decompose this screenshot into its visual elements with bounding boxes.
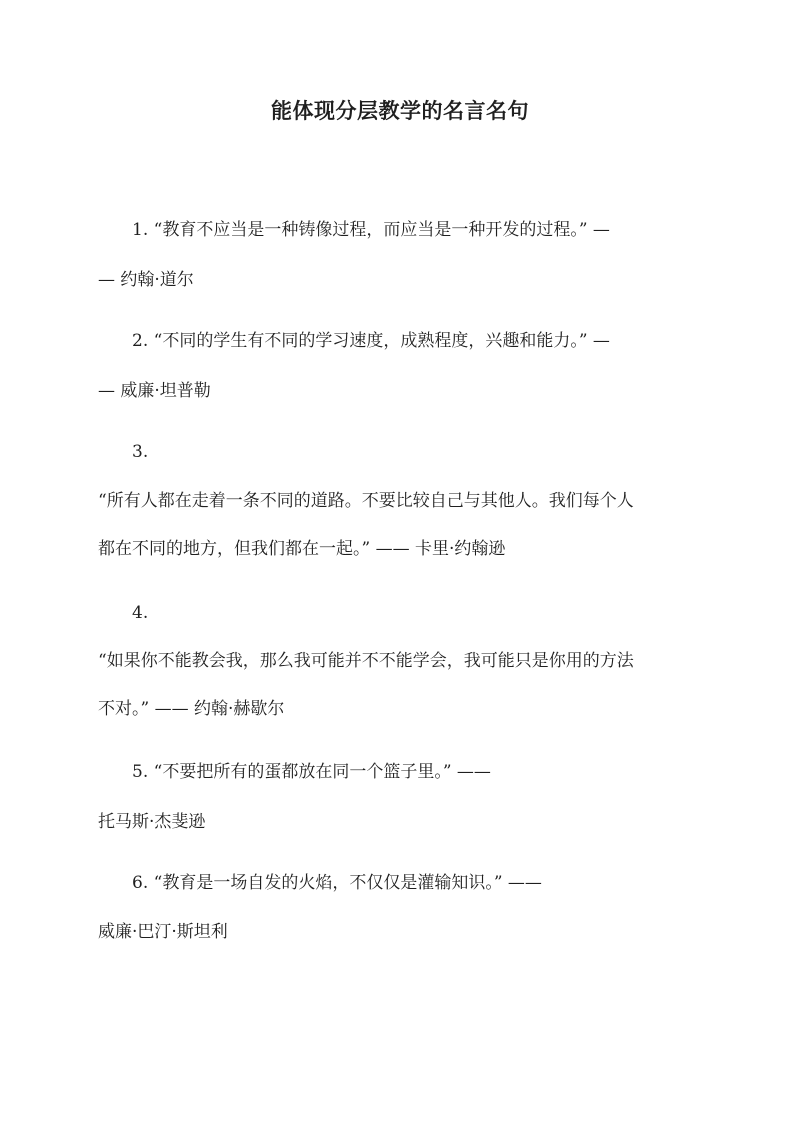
quote-2-line-1: 2. “不同的学生有不同的学习速度，成熟程度，兴趣和能力。” — [132,331,610,351]
quote-3-number: 3. [132,442,149,462]
quote-3-line-2: “所有人都在走着一条不同的道路。不要比较自己与其他人。我们每个人 [98,491,634,511]
quote-1-line-2: — 约翰·道尔 [98,270,194,290]
quote-5-line-1: 5. “不要把所有的蛋都放在同一个篮子里。” —— [132,762,491,782]
quote-6-line-2: 威廉·巴汀·斯坦利 [98,922,228,942]
quote-6-line-1: 6. “教育是一场自发的火焰，不仅仅是灌输知识。” —— [132,873,542,893]
quote-2-line-2: — 威廉·坦普勒 [98,381,211,401]
page-title: 能体现分层教学的名言名句 [271,98,529,123]
quote-3-line-3: 都在不同的地方，但我们都在一起。” —— 卡里·约翰逊 [98,539,506,559]
quote-4-line-2: “如果你不能教会我，那么我可能并不不能学会，我可能只是你用的方法 [98,651,634,671]
quote-5-line-2: 托马斯·杰斐逊 [98,812,206,832]
quote-4-number: 4. [132,603,149,623]
quote-4-line-3: 不对。” —— 约翰·赫歇尔 [98,699,285,719]
quote-1-line-1: 1. “教育不应当是一种铸像过程，而应当是一种开发的过程。” — [132,220,610,240]
